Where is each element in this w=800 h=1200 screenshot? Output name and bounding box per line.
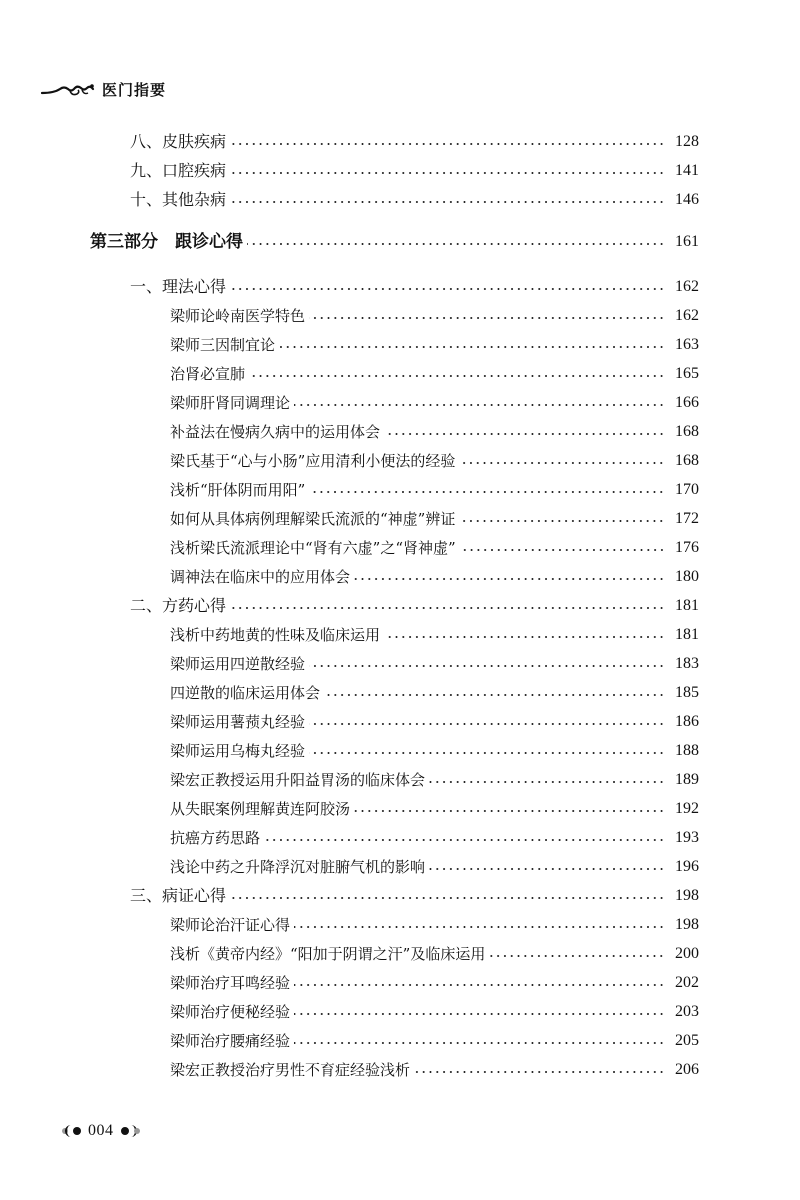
dot-leader: [294, 1042, 665, 1044]
toc-entry-page-number: 180: [675, 568, 699, 585]
toc-entry-page-number: 198: [675, 887, 699, 904]
toc-entry-page-number: 168: [675, 423, 699, 440]
toc-entry-page-number: 181: [675, 597, 699, 614]
toc-entry-chapter[interactable]: [130, 186, 699, 214]
toc-entry-title: 浅析梁氏流派理论中“肾有六虚”之“肾神虚”: [170, 539, 456, 557]
dot-leader: [230, 201, 665, 203]
toc-entry-title: 八、皮肤疾病: [130, 132, 227, 151]
dot-leader: [294, 984, 665, 986]
dot-leader: [324, 694, 665, 696]
dot-leader: [309, 665, 665, 667]
toc-entry-page-number: 181: [675, 626, 699, 643]
toc-entry-item[interactable]: [170, 998, 699, 1026]
dot-leader: [230, 288, 665, 290]
toc-entry-page-number: 146: [675, 191, 699, 208]
toc-entry-title: 梁氏基于“心与小肠”应用清利小便法的经验: [170, 452, 456, 470]
toc-entry-title: 梁师运用乌梅丸经验: [170, 742, 306, 760]
toc-entry-chapter[interactable]: [130, 157, 699, 185]
toc-entry-title: 治肾必宣肺: [170, 365, 246, 383]
toc-entry-item[interactable]: [170, 940, 699, 968]
toc-entry-page-number: 168: [675, 452, 699, 469]
toc-entry-title: 梁宏正教授治疗男性不育症经验浅析: [170, 1061, 411, 1079]
toc-entry-title: 梁师运用薯蓣丸经验: [170, 713, 306, 731]
toc-entry-title: 梁师论治汗证心得: [170, 916, 291, 934]
toc-entry-item[interactable]: [170, 824, 699, 852]
dot-leader: [294, 404, 665, 406]
toc-entry-item[interactable]: [170, 534, 699, 562]
toc-entry-title: 四逆散的临床运用体会: [170, 684, 321, 702]
dot-leader: [384, 433, 665, 435]
page-footer: [60, 1120, 142, 1142]
toc-entry-section[interactable]: [130, 273, 699, 301]
dot-leader: [354, 810, 665, 812]
toc-entry-item[interactable]: [170, 969, 699, 997]
dot-leader: [429, 868, 665, 870]
toc-entry-item[interactable]: [170, 418, 699, 446]
toc-entry-page-number: 165: [675, 365, 699, 382]
toc-entry-item[interactable]: [170, 505, 699, 533]
toc-entry-page-number: 185: [675, 684, 699, 701]
toc-entry-title: 十、其他杂病: [130, 190, 227, 209]
toc-entry-page-number: 205: [675, 1032, 699, 1049]
dot-leader: [459, 462, 665, 464]
toc-entry-title: 调神法在临床中的应用体会: [170, 568, 351, 586]
dot-leader: [309, 752, 665, 754]
dot-leader: [230, 172, 665, 174]
dot-leader: [294, 1013, 665, 1015]
toc-entry-title: 梁师三因制宜论: [170, 336, 276, 354]
toc-entry-item[interactable]: [170, 737, 699, 765]
toc-entry-title: 浅析中药地黄的性味及临床运用: [170, 626, 381, 644]
dot-leader: [247, 243, 665, 245]
right-ornament-icon: [120, 1124, 142, 1138]
toc-entry-title: 一、理法心得: [130, 277, 227, 296]
toc-entry-item[interactable]: [170, 1056, 699, 1084]
toc-entry-page-number: 172: [675, 510, 699, 527]
toc-entry-item[interactable]: [170, 621, 699, 649]
toc-entry-title: 二、方药心得: [130, 596, 227, 615]
toc-entry-page-number: 202: [675, 974, 699, 991]
toc-entry-page-number: 170: [675, 481, 699, 498]
page-number: 004: [88, 1122, 114, 1139]
dot-leader: [230, 143, 665, 145]
toc-entry-title: 梁师论岭南医学特色: [170, 307, 306, 325]
toc-entry-page-number: 128: [675, 133, 699, 150]
toc-entry-item[interactable]: [170, 360, 699, 388]
book-title: 医门指要: [102, 80, 167, 99]
toc-entry-page-number: 196: [675, 858, 699, 875]
toc-entry-title: 九、口腔疾病: [130, 161, 227, 180]
toc-entry-title: 梁师治疗便秘经验: [170, 1003, 291, 1021]
toc-entry-page-number: 162: [675, 307, 699, 324]
toc-entry-page-number: 192: [675, 800, 699, 817]
toc-entry-item[interactable]: [170, 650, 699, 678]
toc-entry-page-number: 198: [675, 916, 699, 933]
dot-leader: [309, 723, 665, 725]
toc-entry-item[interactable]: [170, 708, 699, 736]
toc-entry-chapter[interactable]: [130, 128, 699, 156]
toc-entry-page-number: 189: [675, 771, 699, 788]
dot-leader: [414, 1071, 665, 1073]
toc-entry-item[interactable]: [170, 302, 699, 330]
toc-entry-title: 如何从具体病例理解梁氏流派的“神虚”辨证: [170, 510, 456, 528]
toc-entry-item[interactable]: [170, 389, 699, 417]
toc-entry-title: 三、病证心得: [130, 886, 227, 905]
toc-entry-title: 第三部分 跟诊心得: [90, 232, 243, 252]
dot-leader: [384, 636, 665, 638]
toc-entry-title: 浅析“肝体阴而用阳”: [170, 481, 306, 499]
toc-entry-item[interactable]: [170, 853, 699, 881]
toc-entry-item[interactable]: [170, 911, 699, 939]
dot-leader: [309, 491, 665, 493]
toc-entry-page-number: 166: [675, 394, 699, 411]
toc-entry-page-number: 203: [675, 1003, 699, 1020]
toc-entry-page-number: 161: [675, 233, 699, 250]
toc-entry-page-number: 188: [675, 742, 699, 759]
toc-entry-item[interactable]: [170, 679, 699, 707]
toc-entry-item[interactable]: [170, 476, 699, 504]
left-ornament-icon: [60, 1124, 82, 1138]
toc-entry-item[interactable]: [170, 1027, 699, 1055]
toc-entry-part[interactable]: [90, 228, 699, 256]
toc-entry-page-number: 193: [675, 829, 699, 846]
toc-entry-page-number: 141: [675, 162, 699, 179]
dot-leader: [230, 897, 665, 899]
dot-leader: [249, 375, 665, 377]
dot-leader: [354, 578, 665, 580]
dot-leader: [459, 520, 665, 522]
toc-entry-title: 补益法在慢病久病中的运用体会: [170, 423, 381, 441]
toc-entry-section[interactable]: [130, 882, 699, 910]
toc-entry-page-number: 162: [675, 278, 699, 295]
toc-entry-title: 梁师治疗耳鸣经验: [170, 974, 291, 992]
dot-leader: [489, 955, 665, 957]
toc-entry-page-number: 206: [675, 1061, 699, 1078]
toc-entry-item[interactable]: [170, 447, 699, 475]
toc-entry-title: 抗癌方药思路: [170, 829, 261, 847]
toc-entry-item[interactable]: [170, 795, 699, 823]
toc-entry-page-number: 186: [675, 713, 699, 730]
dot-leader: [309, 317, 665, 319]
dot-leader: [230, 607, 665, 609]
dot-leader: [294, 926, 665, 928]
toc-entry-title: 浅析《黄帝内经》“阳加于阴谓之汗”及临床运用: [170, 945, 486, 963]
toc-entry-page-number: 183: [675, 655, 699, 672]
toc-entry-section[interactable]: [130, 592, 699, 620]
toc-entry-title: 从失眠案例理解黄连阿胶汤: [170, 800, 351, 818]
toc-entry-item[interactable]: [170, 563, 699, 591]
toc-entry-item[interactable]: [170, 331, 699, 359]
toc-entry-page-number: 200: [675, 945, 699, 962]
dot-leader: [429, 781, 665, 783]
dot-leader: [264, 839, 665, 841]
toc-entry-title: 梁宏正教授运用升阳益胃汤的临床体会: [170, 771, 426, 789]
toc-entry-title: 浅论中药之升降浮沉对脏腑气机的影响: [170, 858, 426, 876]
dot-leader: [279, 346, 665, 348]
dot-leader: [460, 549, 665, 551]
toc-entry-page-number: 163: [675, 336, 699, 353]
toc-entry-title: 梁师肝肾同调理论: [170, 394, 291, 412]
toc-entry-item[interactable]: [170, 766, 699, 794]
toc-entry-title: 梁师运用四逆散经验: [170, 655, 306, 673]
toc-entry-title: 梁师治疗腰痛经验: [170, 1032, 291, 1050]
toc-entry-page-number: 176: [675, 539, 699, 556]
